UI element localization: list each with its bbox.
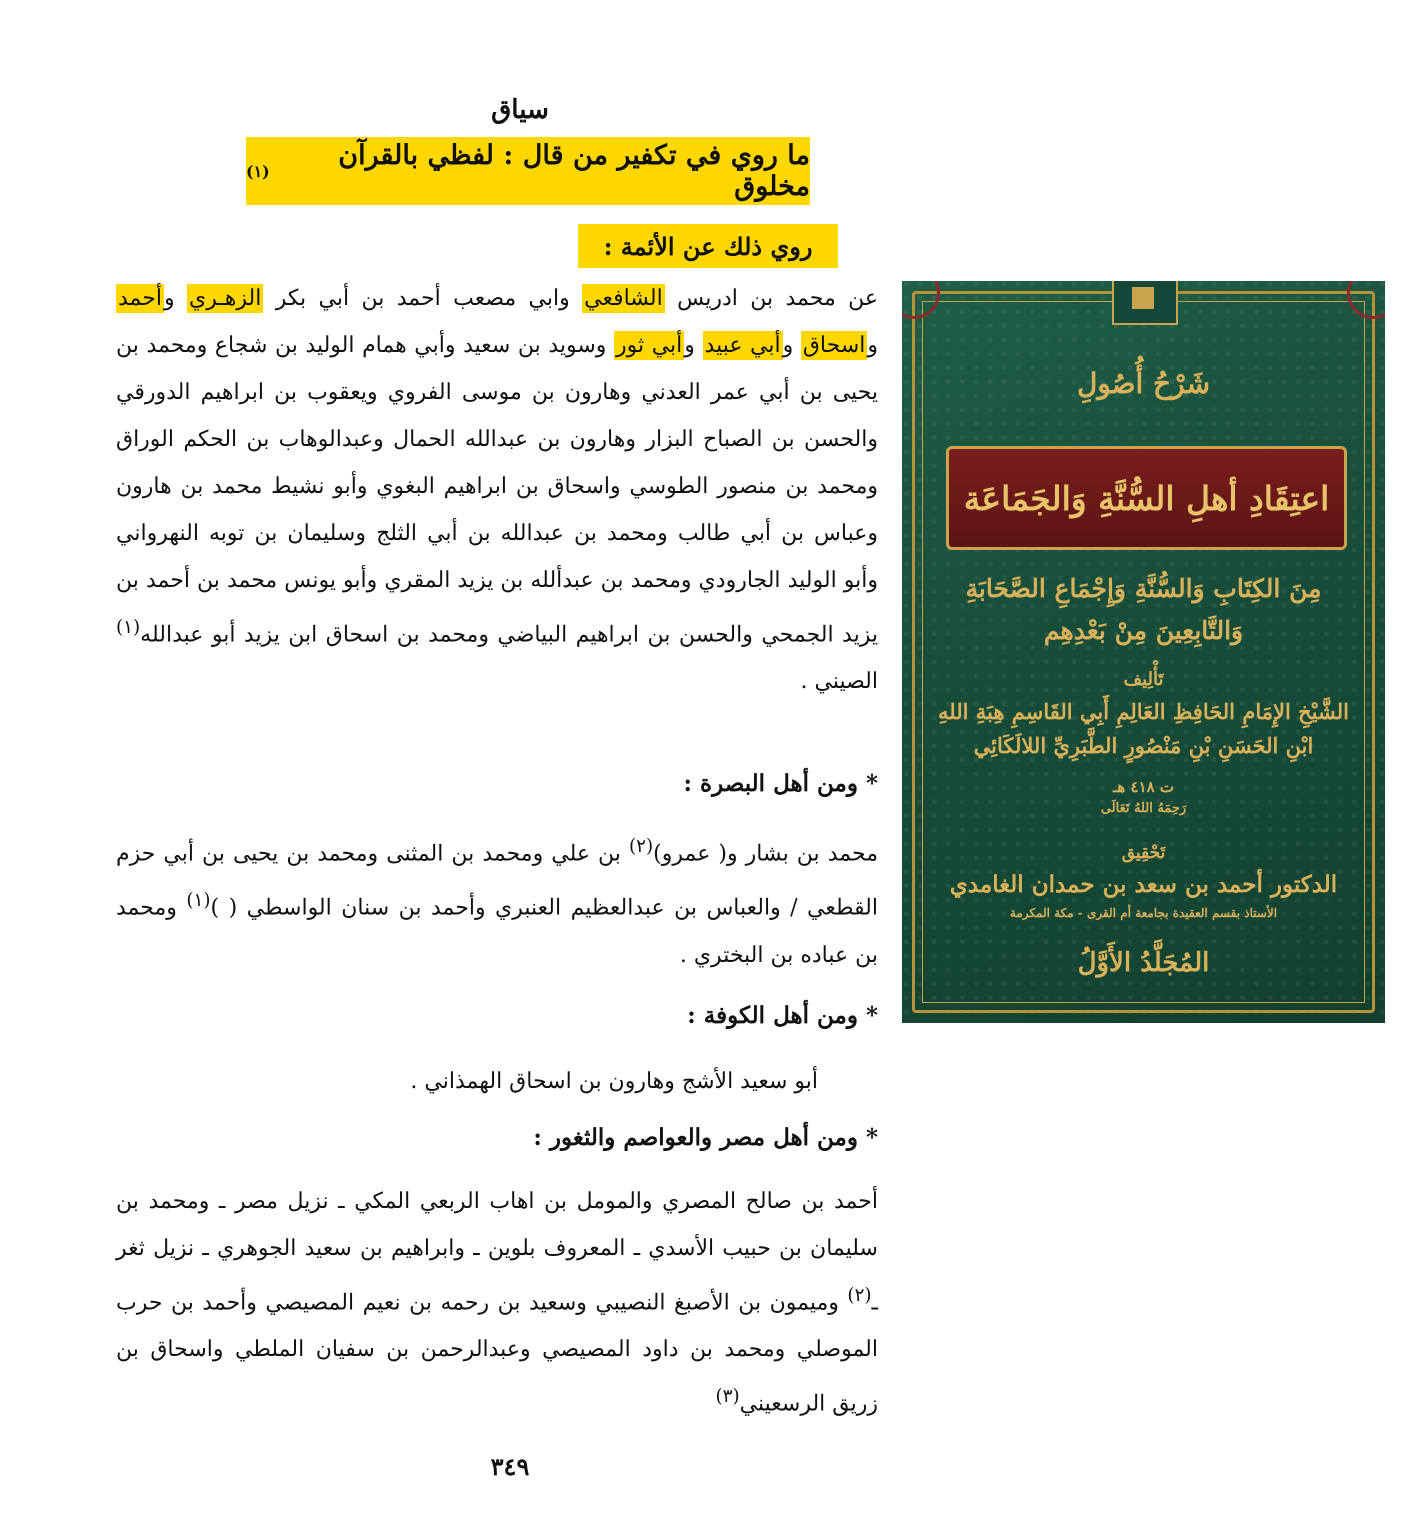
section-heading-kufa: * ومن أهل الكوفة : xyxy=(687,1002,878,1029)
heading-title-highlighted xyxy=(246,137,810,205)
highlight-zuhri: الزهـري xyxy=(189,286,262,311)
cover-subtitle-1: مِنَ الكِتَابِ وَالسُّنَّةِ وَإِجْمَاعِ الصَّحَابَةِ xyxy=(965,574,1322,603)
highlight-abu-thawr: أبي ثور xyxy=(616,333,683,358)
text-run: وسويد بن سعيد وأبي همام الوليد بن شجاع ومحمد بن يحيى بن أبي عمر العدني وهارون بن موسى الفروي ويعقوب بن ابراهيم الدورقي والحسن بن الصباح البزار وهارون بن عبدالله الحمال وعبدالوهاب بن الحكم الوراق ومحمد بن منصور الطوسي واسحاق بن ابراهيم البغوي وأبو نشيط محمد بن هارون وعباس بن أبي طالب ومحمد بن عبدالله بن أبي الثلج وسليمان بن توبه النهرواني وأبو الوليد الجارودي ومحمد بن عبدألله بن يزيد المقري وأبو يونس محمد بن أحمد بن يزيد الجمحي والحسن بن ابراهيم البياضي ومحمد بن اسحاق ابن يزيد أبو عبدالله xyxy=(116,333,878,648)
footnote-marker: (٢) xyxy=(628,836,654,857)
text-run: وابي مصعب أحمد بن أبي بكر xyxy=(263,286,583,311)
cover-author-2: ابْنِ الحَسَنِ بْنِ مَنْصُورٍ الطَّبَرِيِّ اللالَكَائِي xyxy=(973,733,1314,758)
text-run: عن محمد بن ادريس xyxy=(664,286,878,311)
footnote-marker: (٣) xyxy=(715,1386,740,1408)
highlight-shafii: الشافعي xyxy=(584,286,663,311)
cover-death-year: ت ٤١٨ هـ xyxy=(1112,778,1175,796)
cover-authored-label: تَأْلِيف xyxy=(1123,669,1164,690)
cover-title-banner xyxy=(946,446,1347,550)
paragraph-kufa: أبو سعيد الأشج وهارون بن اسحاق الهمذاني . xyxy=(410,1069,818,1094)
paragraph-basra xyxy=(116,823,878,979)
paragraph-imams xyxy=(116,275,878,705)
paragraph-misr xyxy=(116,1178,878,1428)
heading-narrated-from-imams: روي ذلك عن الأئمة : xyxy=(578,224,838,268)
text-run: الصيني . xyxy=(800,669,878,695)
footnote-marker: (٢) xyxy=(847,1285,872,1306)
text-run: ومحمد بن عباده بن البختري . xyxy=(116,895,878,968)
heading-siyaq: سياق xyxy=(491,95,549,125)
text-run: محمد بن بشار و( عمرو) xyxy=(653,841,878,867)
text-run: و xyxy=(782,333,801,358)
book-cover-image xyxy=(902,281,1385,1023)
cover-volume: المُجَلَّدُ الأَوَّلُ xyxy=(1077,948,1210,978)
section-heading-misr: * ومن أهل مصر والعواصم والثغور : xyxy=(533,1124,878,1151)
cover-banner-text: اعتِقَادِ أهلِ السُّنَّةِ وَالجَمَاعَة xyxy=(963,478,1330,518)
highlight-ishaq: اسحاق xyxy=(802,333,866,358)
cover-author-1: الشَّيْخِ الإِمَامِ الحَافِظِ العَالِمِ أَبِي القَاسِمِ هِبَةِ اللهِ xyxy=(938,699,1349,724)
cover-subtitle-2: وَالتَّابِعِينَ مِنْ بَعْدِهِم xyxy=(1043,616,1244,645)
footnote-marker: (١) xyxy=(186,890,211,912)
footnote-marker: (١) xyxy=(246,161,270,181)
text-run: و xyxy=(684,333,703,358)
page-number: ٣٤٩ xyxy=(490,1452,530,1481)
cover-emblem xyxy=(1112,281,1178,325)
text-run: و xyxy=(867,333,878,358)
text-run: بن علي ومحمد بن المثنى ومحمد بن يحيى بن أبي حزم القطعي / والعباس بن عبدالعظيم العنبري وأحمد بن سنان الواسطي ( ) xyxy=(116,841,879,921)
highlight-abu-ubaid: أبي عبيد xyxy=(704,333,781,358)
text-run: و xyxy=(163,286,187,311)
heading-title-text: ما روي في تكفير من قال : لفظي بالقرآن مخلوق xyxy=(338,140,810,202)
cover-title-top: شَرْحُ أُصُولِ xyxy=(1076,367,1211,400)
highlight-ahmad: أحمد xyxy=(118,286,162,311)
cover-prayer: رَحِمَهُ اللهُ تَعَالَى xyxy=(1100,801,1187,816)
text-run: أحمد بن صالح المصري والمومل بن اهاب الربعي المكي ـ نزيل مصر ـ ومحمد بن سليمان بن حبيب الأسدي ـ المعروف بلوين ـ وابراهيم بن سعيد الجوهري ـ نزيل ثغر ـ xyxy=(116,1189,878,1316)
footnote-marker: (١) xyxy=(116,617,141,638)
text-run: وميمون بن الأصبغ النصيبي وسعيد بن رحمه بن نعيم المصيصي وأحمد بن حرب الموصلي ومحمد بن داود المصيصي وعبدالرحمن بن سفيان الملطي واسحاق بن زريق الرسعيني xyxy=(116,1290,878,1417)
section-heading-basra: * ومن أهل البصرة : xyxy=(683,770,878,797)
cover-editor: الدكتور أحمد بن سعد بن حمدان الغامدي xyxy=(949,871,1338,898)
cover-editor-affiliation: الأستاذ بقسم العقيدة بجامعة أم القرى - مكة المكرمة xyxy=(1009,906,1278,920)
cover-edited-label: تَحْقِيق xyxy=(1121,843,1166,863)
